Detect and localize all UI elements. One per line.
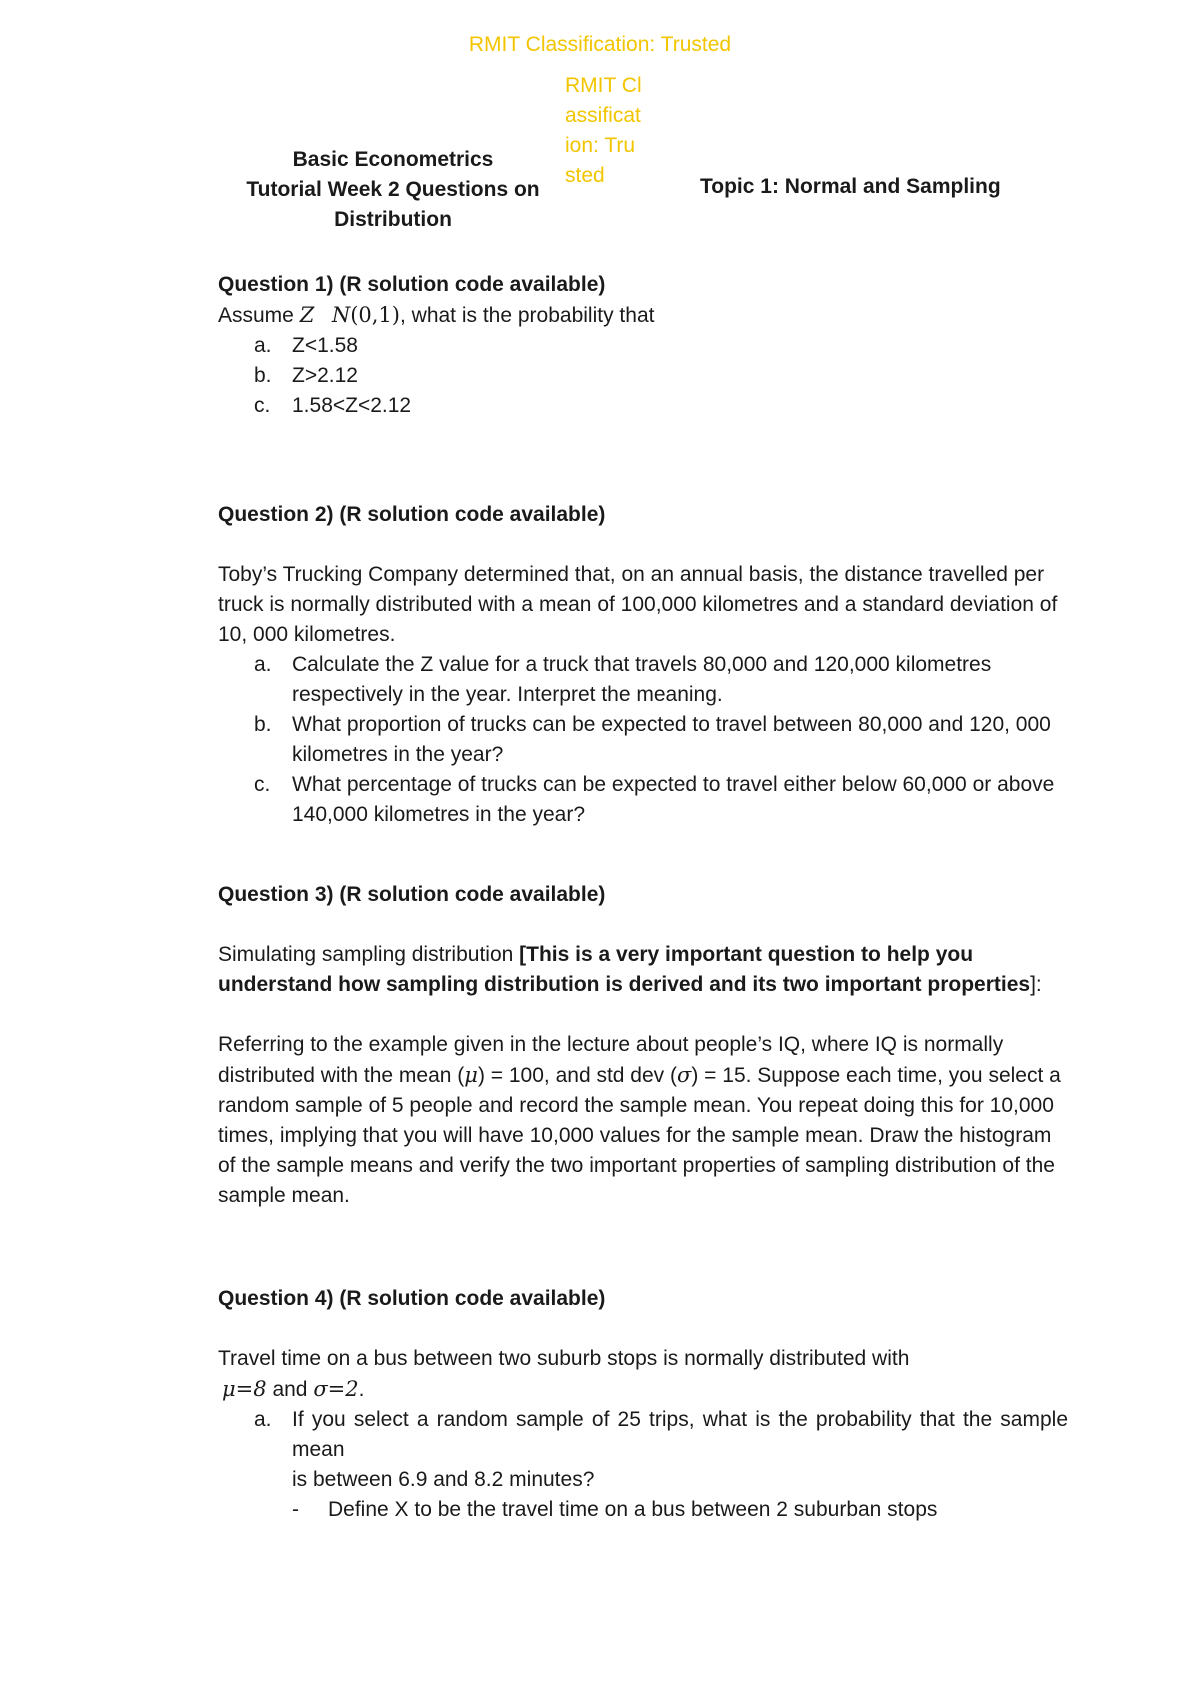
question-2-title: Question 2) (R solution code available) [218, 503, 606, 526]
q3-spacer-2 [218, 1000, 1068, 1030]
q3-sigma-symbol: σ [677, 1063, 692, 1087]
q4-mu-expr: μ=8 [222, 1377, 267, 1401]
q4-dash-marker: - [292, 1498, 299, 1521]
question-1 [218, 270, 1068, 421]
q4-dash-item [218, 1495, 1068, 1525]
question-2 [218, 500, 1068, 830]
q4-item-a [218, 1405, 1068, 1465]
question-4-title: Question 4) (R solution code available) [218, 1287, 606, 1310]
question-3-body [218, 1030, 1068, 1211]
q3-body-part1: Referring to the example given in the lecture about people’s IQ, where IQ is normally distributed with the mean ( [218, 1033, 1004, 1087]
question-2-intro: Toby’s Trucking Company determined that, on an annual basis, the distance travelled per truck is normally distributed with a mean of 100,000 kilometres and a standard deviation of 10, 000 kilometres. [218, 563, 1058, 646]
q1-item-b-text: Z>2.12 [292, 364, 358, 387]
q2-item-a-marker: a. [254, 653, 272, 676]
question-3 [218, 880, 1068, 1211]
q1-item-a [218, 331, 1068, 361]
q3-body-part2: ) = 100, and std dev ( [477, 1064, 677, 1087]
question-4 [218, 1284, 1068, 1525]
question-3-intro [218, 940, 1068, 1000]
q1-item-a-marker: a. [254, 334, 272, 357]
q4-intro-end: . [358, 1378, 365, 1401]
q4-spacer [218, 1314, 1068, 1344]
classification-label-side: RMIT Classification: Trusted [565, 74, 642, 187]
q2-item-b-marker: b. [254, 713, 272, 736]
q3-spacer-1 [218, 910, 1068, 940]
q3-intro-end: ]: [1030, 973, 1042, 996]
q4-item-a-marker: a. [254, 1408, 272, 1431]
q2-item-c [218, 770, 1068, 830]
q2-item-a-text: Calculate the Z value for a truck that travels 80,000 and 120,000 kilometres respectively in the year. Interpret the meaning. [292, 653, 992, 706]
document-title-block [218, 145, 568, 235]
q1-dist-n: N [331, 303, 351, 327]
q1-dist-params: (0,1) [350, 303, 400, 327]
q1-item-c-marker: c. [254, 394, 271, 417]
q4-and-word: and [266, 1378, 314, 1401]
q2-item-c-marker: c. [254, 773, 271, 796]
tutorial-title-line2: Distribution [334, 208, 452, 231]
q3-body-part3: ) = 15. Suppose each time, you select a random sample of 5 people and record the sample mean. You repeat doing this for 10,000 times, implying that you will have 10,000 values for the sample mean. Draw the histogram of the sample means and verify the two important properties of sampling distribution of the sample mean. [218, 1064, 1061, 1207]
question-3-title: Question 3) (R solution code available) [218, 883, 606, 906]
question-4-intro-line1: Travel time on a bus between two suburb stops is normally distributed with [218, 1347, 910, 1370]
q3-mu-symbol: μ [464, 1063, 478, 1087]
classification-label-top: RMIT Classification: Trusted [468, 33, 732, 56]
q1-item-b [218, 361, 1068, 391]
q1-intro-post: , what is the probability that [399, 304, 655, 327]
q2-item-b [218, 710, 1068, 770]
q4-item-a-line1: If you select a random sample of 25 trips, what is the probability that the sample mean [292, 1408, 1068, 1461]
q1-item-b-marker: b. [254, 364, 272, 387]
q2-item-b-text: What proportion of trucks can be expected to travel between 80,000 and 120, 000 kilometres in the year? [292, 713, 1051, 766]
q3-intro-plain: Simulating sampling distribution [218, 943, 520, 966]
question-4-intro-line2 [218, 1374, 1068, 1405]
q2-spacer [218, 530, 1068, 560]
topic-title: Topic 1: Normal and Sampling [700, 175, 1001, 198]
q4-item-a-cont [218, 1465, 1068, 1495]
q1-intro-pre: Assume [218, 304, 294, 327]
q4-dash-text: Define X to be the travel time on a bus between 2 suburban stops [328, 1498, 938, 1521]
q2-item-a [218, 650, 1068, 710]
q3-intro-bold: [This is a very important question to help you understand how sampling distribution is derived and its two important properties [218, 943, 1031, 996]
question-1-intro [218, 300, 1068, 331]
q4-sigma-expr: σ=2 [313, 1377, 359, 1401]
q2-item-c-text: What percentage of trucks can be expected to travel either below 60,000 or above 140,000 kilometres in the year? [292, 773, 1055, 826]
q4-item-a-line2: is between 6.9 and 8.2 minutes? [292, 1468, 595, 1491]
q1-item-c [218, 391, 1068, 421]
course-title: Basic Econometrics [292, 148, 494, 171]
q1-item-c-text: 1.58<Z<2.12 [292, 394, 412, 417]
question-1-title: Question 1) (R solution code available) [218, 273, 606, 296]
q1-var-z: Z [299, 303, 315, 327]
q1-item-a-text: Z<1.58 [292, 334, 358, 357]
tutorial-title-line1: Tutorial Week 2 Questions on [246, 178, 540, 201]
